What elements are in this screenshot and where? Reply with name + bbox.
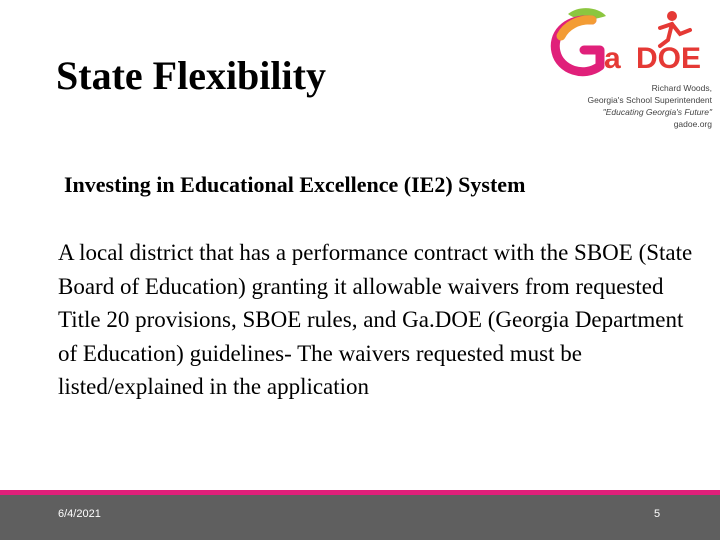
slide-body-text: A local district that has a performance contract with the SBOE (State Board of Education) granting it allowable waivers from requested Title 20 provisions, SBOE rules, and Ga.DOE (Georgia Department of Education) guidelines- The waivers requested must be listed/explained in the application: [58, 240, 693, 399]
superintendent-role: Georgia's School Superintendent: [587, 95, 712, 105]
footer-date: 6/4/2021: [58, 508, 101, 520]
slide-subtitle: Investing in Educational Excellence (IE2) System: [64, 172, 526, 197]
page-number: 5: [654, 508, 661, 520]
website-text: gadoe.org: [673, 119, 712, 129]
logo-tagline: [512, 82, 712, 130]
logo-letter-a: a: [604, 42, 621, 75]
gadoe-logo: [548, 6, 716, 84]
footer-bar: [0, 495, 720, 540]
logo-doe-text: DOE: [636, 42, 702, 75]
superintendent-name: Richard Woods,: [651, 83, 712, 93]
slide-title: State Flexibility: [56, 53, 326, 98]
motto: "Educating Georgia's Future": [602, 107, 712, 117]
running-figure-icon: [660, 11, 690, 46]
